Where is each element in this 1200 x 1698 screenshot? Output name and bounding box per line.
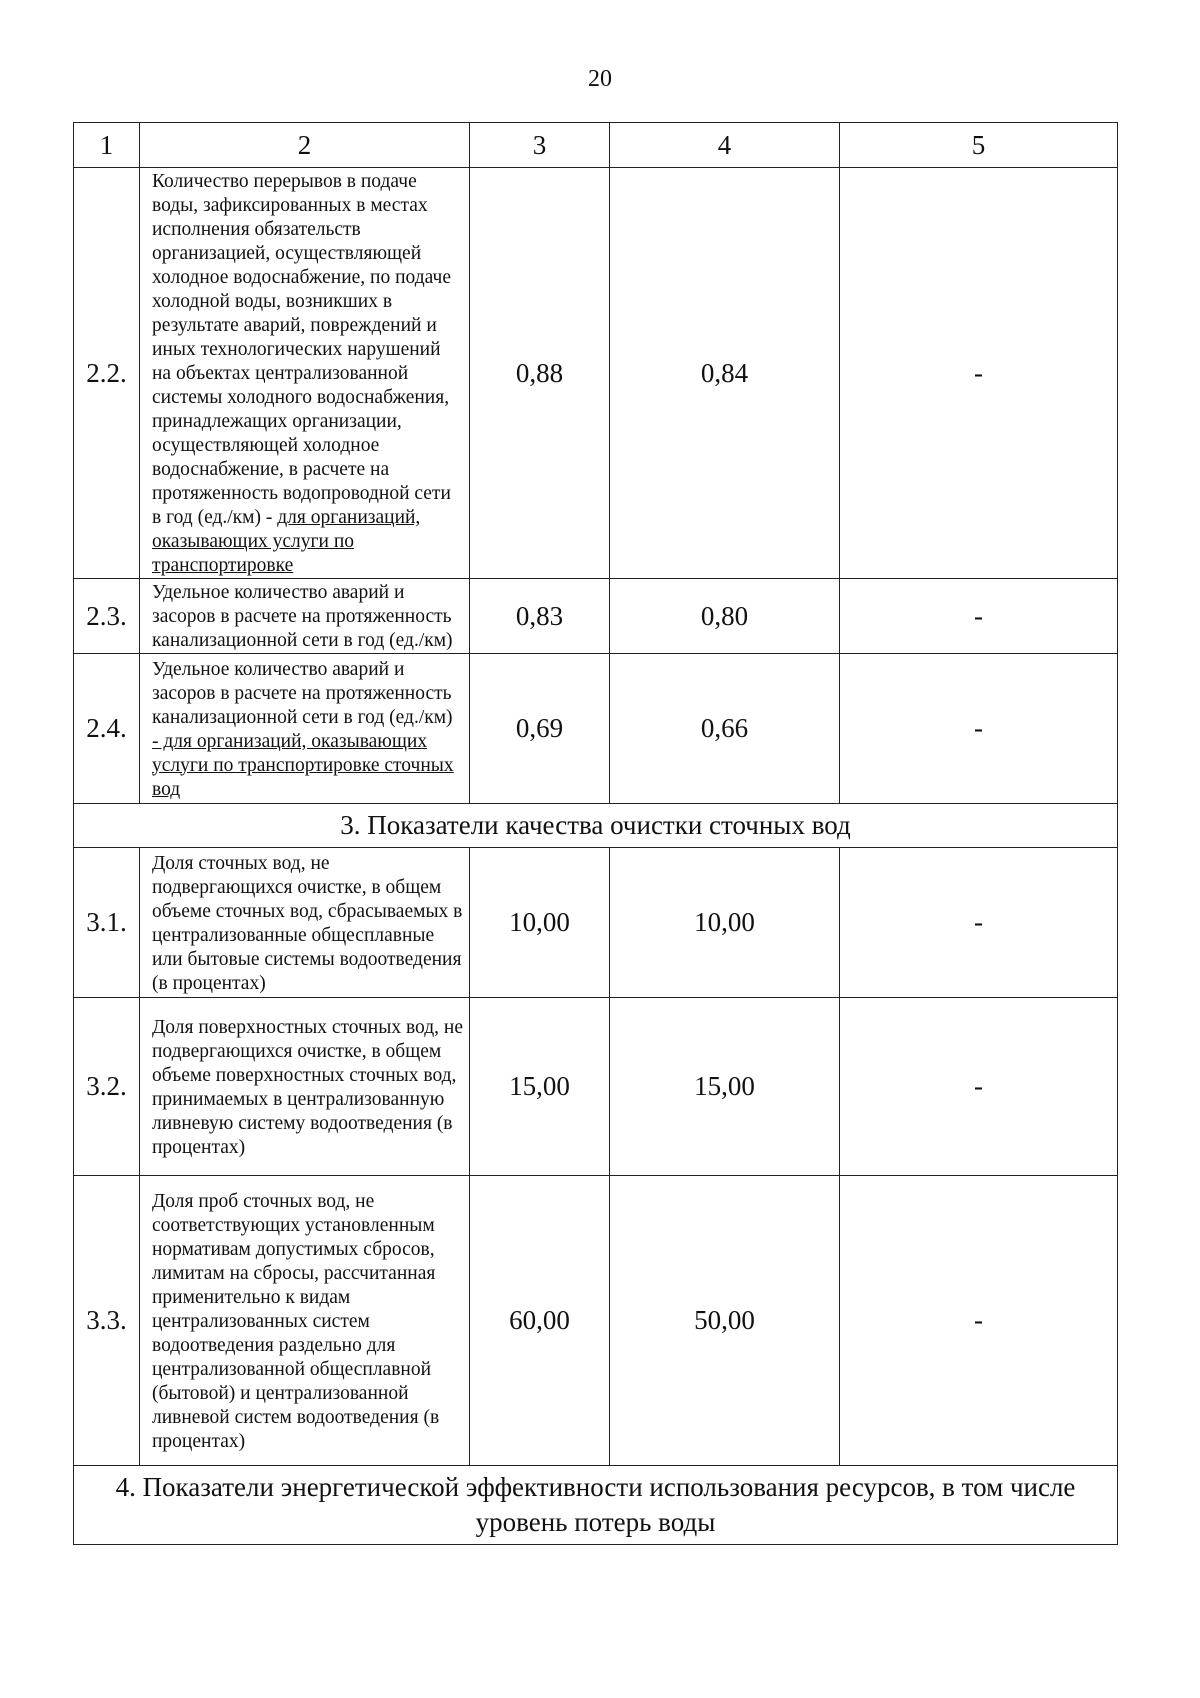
- value-column-3: 0,88: [470, 168, 610, 579]
- description-text: Доля сточных вод, не подвергающихся очистке, в общем объеме сточных вод, сбрасываемых в централизованные общесплавные или бытовые системы водоотведения (в процентах): [152, 852, 463, 994]
- row-number: 3.1.: [74, 848, 140, 998]
- value-column-3: 10,00: [470, 848, 610, 998]
- column-number-header-row: [74, 123, 1118, 168]
- description-text: Удельное количество аварий и засоров в расчете на протяженность канализационной сети в год (ед./км): [152, 658, 453, 728]
- value-column-3: 60,00: [470, 1176, 610, 1466]
- row-number: 2.4.: [74, 654, 140, 804]
- value-column-3: 15,00: [470, 998, 610, 1176]
- row-number: 3.2.: [74, 998, 140, 1176]
- value-column-3: 0,83: [470, 579, 610, 654]
- indicator-description: [140, 579, 470, 654]
- description-text: Доля проб сточных вод, не соответствующих установленным нормативам допустимых сбросов, лимитам на сбросы, рассчитанная применительно к видам централизованных систем водоотведения раздельно для централизованной общесплавной (бытовой) и централизованной ливневой систем водоотведения (в процентах): [152, 1190, 440, 1452]
- column-header: 5: [840, 123, 1118, 168]
- table-row: [74, 168, 1118, 579]
- section-heading: 3. Показатели качества очистки сточных вод: [74, 804, 1118, 848]
- table-row: [74, 1176, 1118, 1466]
- value-column-4: 50,00: [610, 1176, 840, 1466]
- value-column-4: 0,66: [610, 654, 840, 804]
- column-header: 4: [610, 123, 840, 168]
- value-column-5: -: [840, 1176, 1118, 1466]
- value-column-4: 15,00: [610, 998, 840, 1176]
- indicator-description: [140, 998, 470, 1176]
- value-column-4: 0,80: [610, 579, 840, 654]
- column-header: 2: [140, 123, 470, 168]
- table-row: [74, 848, 1118, 998]
- section-row: [74, 804, 1118, 848]
- indicators-table: [73, 122, 1118, 1545]
- value-column-5: -: [840, 998, 1118, 1176]
- value-column-5: -: [840, 654, 1118, 804]
- description-text: Доля поверхностных сточных вод, не подвергающихся очистке, в общем объеме поверхностных сточных вод, принимаемых в централизованную ливневую систему водоотведения (в процентах): [152, 1016, 463, 1158]
- section-heading: 4. Показатели энергетической эффективности использования ресурсов, в том числе уровень потерь воды: [74, 1466, 1118, 1545]
- value-column-5: -: [840, 168, 1118, 579]
- column-header: 3: [470, 123, 610, 168]
- row-number: 3.3.: [74, 1176, 140, 1466]
- table-row: [74, 998, 1118, 1176]
- description-text: Удельное количество аварий и засоров в расчете на протяженность канализационной сети в год (ед./км): [152, 582, 453, 651]
- value-column-5: -: [840, 848, 1118, 998]
- value-column-5: -: [840, 579, 1118, 654]
- description-text: Количество перерывов в подаче воды, зафиксированных в местах исполнения обязательств организацией, осуществляющей холодное водоснабжение, по подаче холодной воды, возникших в результате аварий, повреждений и иных технологических нарушений на объектах централизованной системы холодного водоснабжения, принадлежащих организации, осуществляющей холодное водоснабжение, в расчете на протяженность водопроводной сети в год (ед./км) -: [152, 171, 451, 528]
- value-column-4: 0,84: [610, 168, 840, 579]
- value-column-4: 10,00: [610, 848, 840, 998]
- column-header: 1: [74, 123, 140, 168]
- description-underlined-text: - для организаций, оказывающих услуги по транспортировке сточных вод: [152, 730, 454, 800]
- row-number: 2.3.: [74, 579, 140, 654]
- table-row: [74, 654, 1118, 804]
- indicator-description: [140, 1176, 470, 1466]
- indicator-description: [140, 168, 470, 579]
- value-column-3: 0,69: [470, 654, 610, 804]
- section-row: [74, 1466, 1118, 1545]
- row-number: 2.2.: [74, 168, 140, 579]
- indicator-description: [140, 654, 470, 804]
- description-underlined-text: для организаций, оказывающих услуги по транспортировке: [152, 507, 421, 576]
- table-row: [74, 579, 1118, 654]
- page-number: 20: [588, 66, 612, 92]
- indicator-description: [140, 848, 470, 998]
